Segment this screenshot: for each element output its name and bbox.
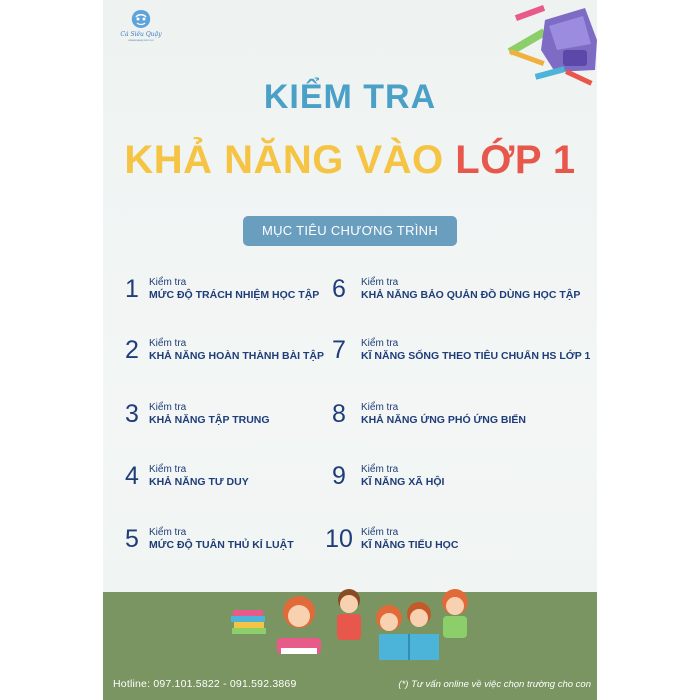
objective-item-10: [323, 525, 458, 554]
logo-subtext: casieuquay.com.vn: [128, 38, 154, 42]
objective-prefix: Kiểm tra: [361, 402, 399, 413]
objective-prefix: Kiểm tra: [361, 527, 399, 538]
objective-number: 7: [332, 336, 346, 364]
objective-prefix: Kiểm tra: [149, 402, 187, 413]
objective-item-3: [121, 400, 270, 429]
section-label: MỤC TIÊU CHƯƠNG TRÌNH: [243, 216, 457, 246]
title-line-2-part-2: LỚP 1: [455, 138, 576, 182]
objective-item-2: [121, 336, 324, 365]
objective-number: 6: [332, 275, 346, 303]
objective-label: MỨC ĐỘ TRÁCH NHIỆM HỌC TẬP: [149, 289, 320, 301]
fish-logo-icon: [128, 8, 154, 30]
objective-prefix: Kiểm tra: [361, 338, 399, 349]
objective-prefix: Kiểm tra: [149, 464, 187, 475]
hotline-text: Hotline: 097.101.5822 - 091.592.3869: [113, 678, 297, 690]
objective-number: 10: [325, 525, 353, 553]
objective-prefix: Kiểm tra: [149, 338, 187, 349]
logo-name: Cá Siêu Quậy: [120, 31, 162, 38]
objective-number: 8: [332, 400, 346, 428]
objective-number: 2: [125, 336, 139, 364]
reading-children-illustration: [229, 582, 489, 664]
objective-item-9: [323, 462, 444, 491]
objective-number: 3: [125, 400, 139, 428]
objective-prefix: Kiểm tra: [149, 277, 187, 288]
objective-prefix: Kiểm tra: [149, 527, 187, 538]
title-line-1: KIỂM TRA: [263, 78, 437, 116]
objective-label: MỨC ĐỘ TUÂN THỦ KỈ LUẬT: [149, 539, 294, 551]
objective-item-7: [323, 336, 590, 365]
objective-label: KĨ NĂNG XÃ HỘI: [361, 476, 445, 488]
objective-item-1: [121, 275, 319, 304]
title-line-2-part-1: KHẢ NĂNG VÀO: [124, 138, 444, 182]
objective-label: KHẢ NĂNG ỨNG PHÓ ỨNG BIẾN: [361, 414, 527, 426]
objective-number: 4: [125, 462, 139, 490]
objective-item-8: [323, 400, 526, 429]
objective-prefix: Kiểm tra: [361, 277, 399, 288]
footer-note: (*) Tư vấn online về việc chọn trường cho con: [398, 679, 591, 690]
objective-label: KĨ NĂNG TIỂU HỌC: [361, 539, 459, 551]
objective-number: 5: [125, 525, 139, 553]
poster: [103, 0, 597, 700]
objective-label: KHẢ NĂNG TẬP TRUNG: [149, 414, 270, 426]
objective-label: KHẢ NĂNG HOÀN THÀNH BÀI TẬP: [149, 350, 324, 362]
objective-prefix: Kiểm tra: [361, 464, 399, 475]
objective-item-4: [121, 462, 249, 491]
objective-item-5: [121, 525, 294, 554]
objective-number: 9: [332, 462, 346, 490]
objective-label: KĨ NĂNG SỐNG THEO TIÊU CHUẨN HS LỚP 1: [361, 350, 591, 362]
objective-label: KHẢ NĂNG TƯ DUY: [149, 476, 249, 488]
objective-number: 1: [125, 275, 139, 303]
brand-logo: [115, 8, 167, 42]
title-line-2: [103, 138, 597, 183]
objective-item-6: [323, 275, 580, 304]
objective-label: KHẢ NĂNG BẢO QUẢN ĐỒ DÙNG HỌC TẬP: [361, 289, 581, 301]
